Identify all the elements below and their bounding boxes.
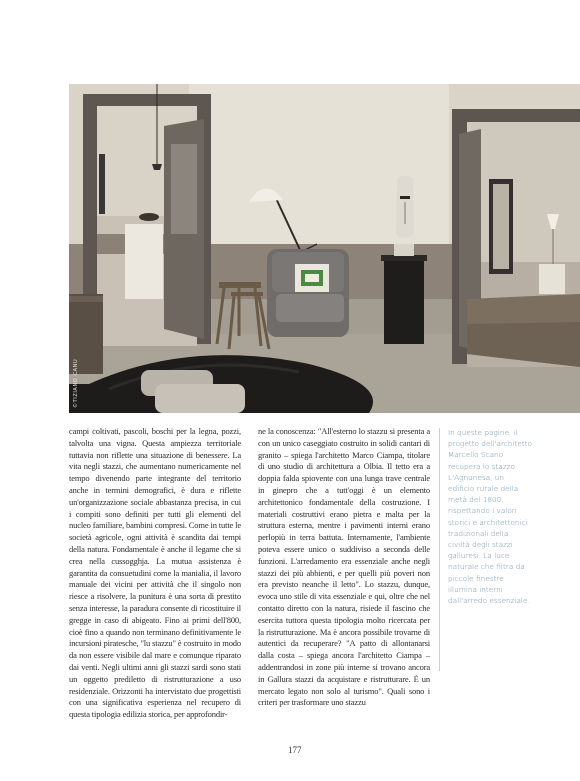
photo-credit: ©TIZIANO CANU bbox=[73, 358, 79, 408]
column-1-text: campi coltivati, pascoli, boschi per la legna, pozzi, talvolta una vigna. Questa ampiezza territoriale tuttavia non riflette una situazione di benessere. La vita negli stazzi, che aumentano numericamente nel tempo divenendo parte integrante del territorio anche in termini demografici, è dura e riflette un'organizzazione sociale abbastanza precisa, in cui i compiti sono definiti per tutti gli elementi del nucleo familiare, bambini compresi. Come in tutte le società agricole, ogni attività è scandita dai tempi della natura. Fondamentale è anche il legame che si crea nella cussogghja. La mutua assistenza è garantita da consuetudini come la manialia, il lavoro manuale dei vicini per attività che il singolo non riesce a risolvere, la punitura è una sorta di prestito senza interesse, la paradura consente di ricostituire il gregge in caso di abigeato. Fino ai primi dell'800, cioè fino a quando non terminano definitivamente le incursioni piratesche, "lu stazzu" è costruito in modo da non essere visibile dal mare e comunque riparato dai venti. Negli ultimi anni gli stazzi sardi sono stati un oggetto prediletto di ristrutturazione a uso residenziale. Orizzonti ha intervistato due progettisti con una significativa esperienza nel recupero di questa tipologia edilizia storica, per approfondir- bbox=[69, 426, 241, 720]
caption-text: In queste pagine, il progetto dell'architetto Marcello Scano recupera lo stazzo L'Agnunesa, un edificio rurale della metà del 1800, rispettando i valori storici e architettonici tradizionali della civiltà degli stazzi galluresi. La luce naturale che filtra da piccole finestre illumina interni dall'arredo essenziale. bbox=[448, 428, 533, 606]
column-2-text: ne la conoscenza: "All'esterno lo stazzu si presenta a con un unico caseggiato costruito in solidi cantari di granito – spiega l'architetto Marco Ciampa, titolare di uno studio di architettura a Olbia. Il tetto era a doppia falda spiovente con una lunga trave centrale in ginepro che a tutt'oggi è un elemento architettonico fondamentale della costruzione. I materiali costruttivi erano pietra e malta per la struttura esterna, mentre i pavimenti interni erano perlopiù in terra battuta. Internamente, l'ambiente poteva essere unico o suddiviso a seconda delle funzioni. L'arredamento era essenziale anche negli stazzi dei più abbienti, e per quelli più poveri non era previsto neanche il letto". Lo stazzu, dunque, evoca uno stile di vita essenziale e qui, oltre che nel contatto diretto con la natura, risiede il fascino che esercita tuttora questa tipologia molto ricercata per la ristrutturazione. Ma è ancora possibile trovarne di autentici da recuperare? "A patto di allontanarsi dalla costa – spiega ancora l'architetto Ciampa – addentrandosi in zone più interne si trovano ancora in Gallura stazzi da acquistare e ristrutturare. È un mercato legato non solo al turismo". Quali sono i criteri per trasformare uno stazzu bbox=[258, 426, 430, 708]
photo-caption bbox=[448, 427, 532, 606]
interior-photo bbox=[69, 84, 580, 413]
article-column-1 bbox=[69, 426, 241, 721]
page-number: 177 bbox=[288, 745, 302, 755]
article-column-2 bbox=[258, 426, 430, 709]
caption-divider bbox=[439, 428, 440, 671]
